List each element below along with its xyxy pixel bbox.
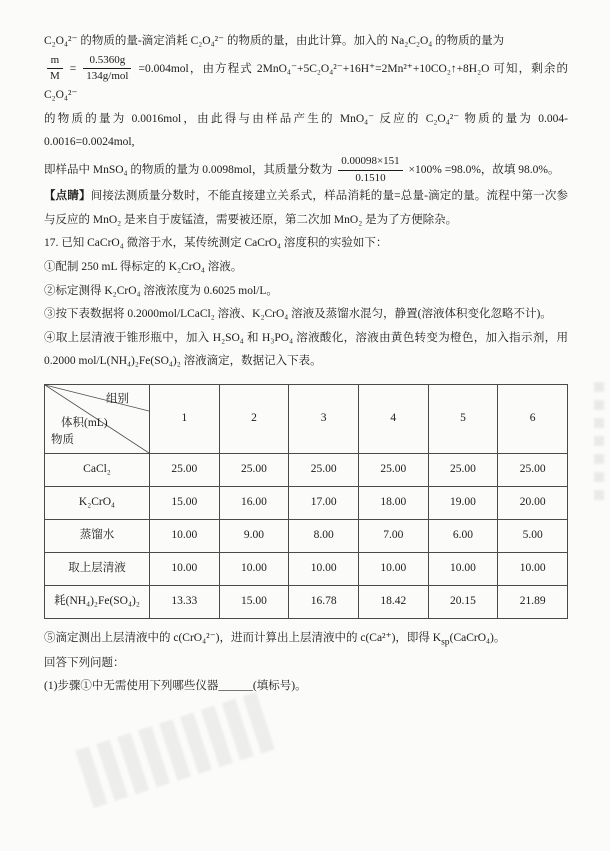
column-header: 5 xyxy=(428,384,498,453)
table-cell: 7.00 xyxy=(358,519,428,552)
fraction-m-over-M xyxy=(47,54,63,85)
table-cell: 10.00 xyxy=(219,552,289,585)
fraction-numerator: 0.5360g xyxy=(83,54,131,70)
table-cell: 21.89 xyxy=(498,585,568,618)
table-corner-cell xyxy=(45,384,150,453)
table-row xyxy=(45,453,568,486)
table-cell: 8.00 xyxy=(289,519,359,552)
table-cell: 15.00 xyxy=(150,486,220,519)
table-header-row xyxy=(45,384,568,453)
fraction-denominator: M xyxy=(50,70,60,83)
table-cell: 6.00 xyxy=(428,519,498,552)
keypoint-text: 间接法测质量分数时，不能直接建立关系式，样品消耗的量=总量-滴定的量。流程中第一次参与反应的 MnO₂ 是来自于废锰渣，需要被还原，第二次加 MnO₂ 是为了方便除杂。 xyxy=(44,190,569,226)
table-cell: 5.00 xyxy=(498,519,568,552)
row-label: 蒸馏水 xyxy=(45,519,150,552)
table-cell: 15.00 xyxy=(219,585,289,618)
column-header: 4 xyxy=(358,384,428,453)
step-3: ③按下表数据将 0.2000mol/LCaCl₂ 溶液、K₂CrO₄ 溶液及蒸馏水混匀，静置(溶液体积变化忽略不计)。 xyxy=(44,308,552,321)
step-2: ②标定测得 K₂CrO₄ 溶液浓度为 0.6025 mol/L。 xyxy=(44,284,278,297)
keypoint-label: 【点睛】 xyxy=(44,190,91,203)
table-cell: 25.00 xyxy=(498,453,568,486)
table-cell: 25.00 xyxy=(428,453,498,486)
table-cell: 25.00 xyxy=(150,453,220,486)
step-5-text: ⑤滴定测出上层清液中的 c(CrO₄²⁻)，进而计算出上层清液中的 c(Ca²⁺)，即得 K xyxy=(44,631,442,644)
table-cell: 25.00 xyxy=(358,453,428,486)
step-4: ④取上层清液于锥形瓶中，加入 H₂SO₄ 和 H₃PO₄ 溶液酸化，溶液由黄色转变为橙色，加入指示剂，用 0.2000 mol/L(NH₄)₂Fe(SO₄)₂ 溶液滴定，数据记入下表。 xyxy=(44,331,568,368)
table-row xyxy=(45,519,568,552)
table-cell: 10.00 xyxy=(150,552,220,585)
row-label: 耗(NH₄)₂Fe(SO₄)₂ xyxy=(45,585,150,618)
table-cell: 10.00 xyxy=(289,552,359,585)
paragraph-keypoint xyxy=(44,185,568,232)
fraction-numerator: 0.00098×151 xyxy=(338,155,402,171)
corner-label-volume: 体积(mL) xyxy=(61,416,108,429)
table-cell: 17.00 xyxy=(289,486,359,519)
paragraph-intro: C₂O₄²⁻ 的物质的量-滴定消耗 C₂O₄²⁻ 的物质的量，由此计算。加入的 Na₂C₂O₄ 的物质的量为 xyxy=(44,35,505,47)
paragraph-mass-fraction xyxy=(44,155,568,186)
column-header: 2 xyxy=(219,384,289,453)
column-header: 6 xyxy=(498,384,568,453)
step-1: ①配制 250 mL 得标定的 K₂CrO₄ 溶液。 xyxy=(44,260,243,273)
experiment-data-table xyxy=(44,384,568,619)
column-header: 1 xyxy=(150,384,220,453)
ksp-subscript: sp xyxy=(441,636,450,648)
question-1: (1)步骤①中无需使用下列哪些仪器______(填标号)。 xyxy=(44,680,307,693)
table-row xyxy=(45,585,568,618)
table-cell: 20.00 xyxy=(498,486,568,519)
table-cell: 25.00 xyxy=(219,453,289,486)
table-cell: 10.00 xyxy=(498,552,568,585)
table-cell: 10.00 xyxy=(358,552,428,585)
paragraph-calculation xyxy=(44,54,568,108)
row-label: CaCl₂ xyxy=(45,453,150,486)
table-cell: 18.00 xyxy=(358,486,428,519)
mass-fraction-suffix: ×100% =98.0%，故填 98.0%。 xyxy=(408,163,560,176)
table-cell: 16.78 xyxy=(289,585,359,618)
table-cell: 16.00 xyxy=(219,486,289,519)
mass-fraction-prefix: 即样品中 MnSO₄ 的物质的量为 0.0098mol，其质量分数为 xyxy=(44,163,333,176)
fraction-mass-percent xyxy=(338,155,402,186)
equation-text: =0.004mol，由方程式 2MnO₄⁻+5C₂O₄²⁻+16H⁺=2Mn²⁺+10CO₂↑+8H₂O 可知，剩余的 C₂O₄²⁻ xyxy=(44,62,569,102)
fraction-numerator: m xyxy=(47,54,63,70)
corner-label-group: 组别 xyxy=(106,392,129,405)
table-cell: 19.00 xyxy=(428,486,498,519)
fraction-denominator: 0.1510 xyxy=(355,171,386,184)
table-row xyxy=(45,552,568,585)
fraction-mass-over-molarmass xyxy=(83,54,131,85)
column-header: 3 xyxy=(289,384,359,453)
answer-intro: 回答下列问题： xyxy=(44,656,125,669)
table-row xyxy=(45,486,568,519)
step-5-tail: (CaCrO₄)。 xyxy=(449,631,506,644)
equals-sign: = xyxy=(69,62,77,75)
table-cell: 10.00 xyxy=(428,552,498,585)
question-17-title: 17. 已知 CaCrO₄ 微溶于水，某传统测定 CaCrO₄ 溶度积的实验如下： xyxy=(44,237,388,250)
table-cell: 20.15 xyxy=(428,585,498,618)
paragraph-remainder: 的物质的量为 0.0016mol，由此得与由样品产生的 MnO₄⁻ 反应的 C₂O₄²⁻ 物质的量为 0.004-0.0016=0.0024mol, xyxy=(44,112,568,149)
table-cell: 25.00 xyxy=(289,453,359,486)
fraction-denominator: 134g/mol xyxy=(86,70,129,83)
table-cell: 10.00 xyxy=(150,519,220,552)
row-label: K₂CrO₄ xyxy=(45,486,150,519)
table-cell: 13.33 xyxy=(150,585,220,618)
table-cell: 18.42 xyxy=(358,585,428,618)
table-cell: 9.00 xyxy=(219,519,289,552)
row-label: 取上层清液 xyxy=(45,552,150,585)
step-5 xyxy=(44,627,568,652)
corner-label-substance: 物质 xyxy=(51,433,74,446)
